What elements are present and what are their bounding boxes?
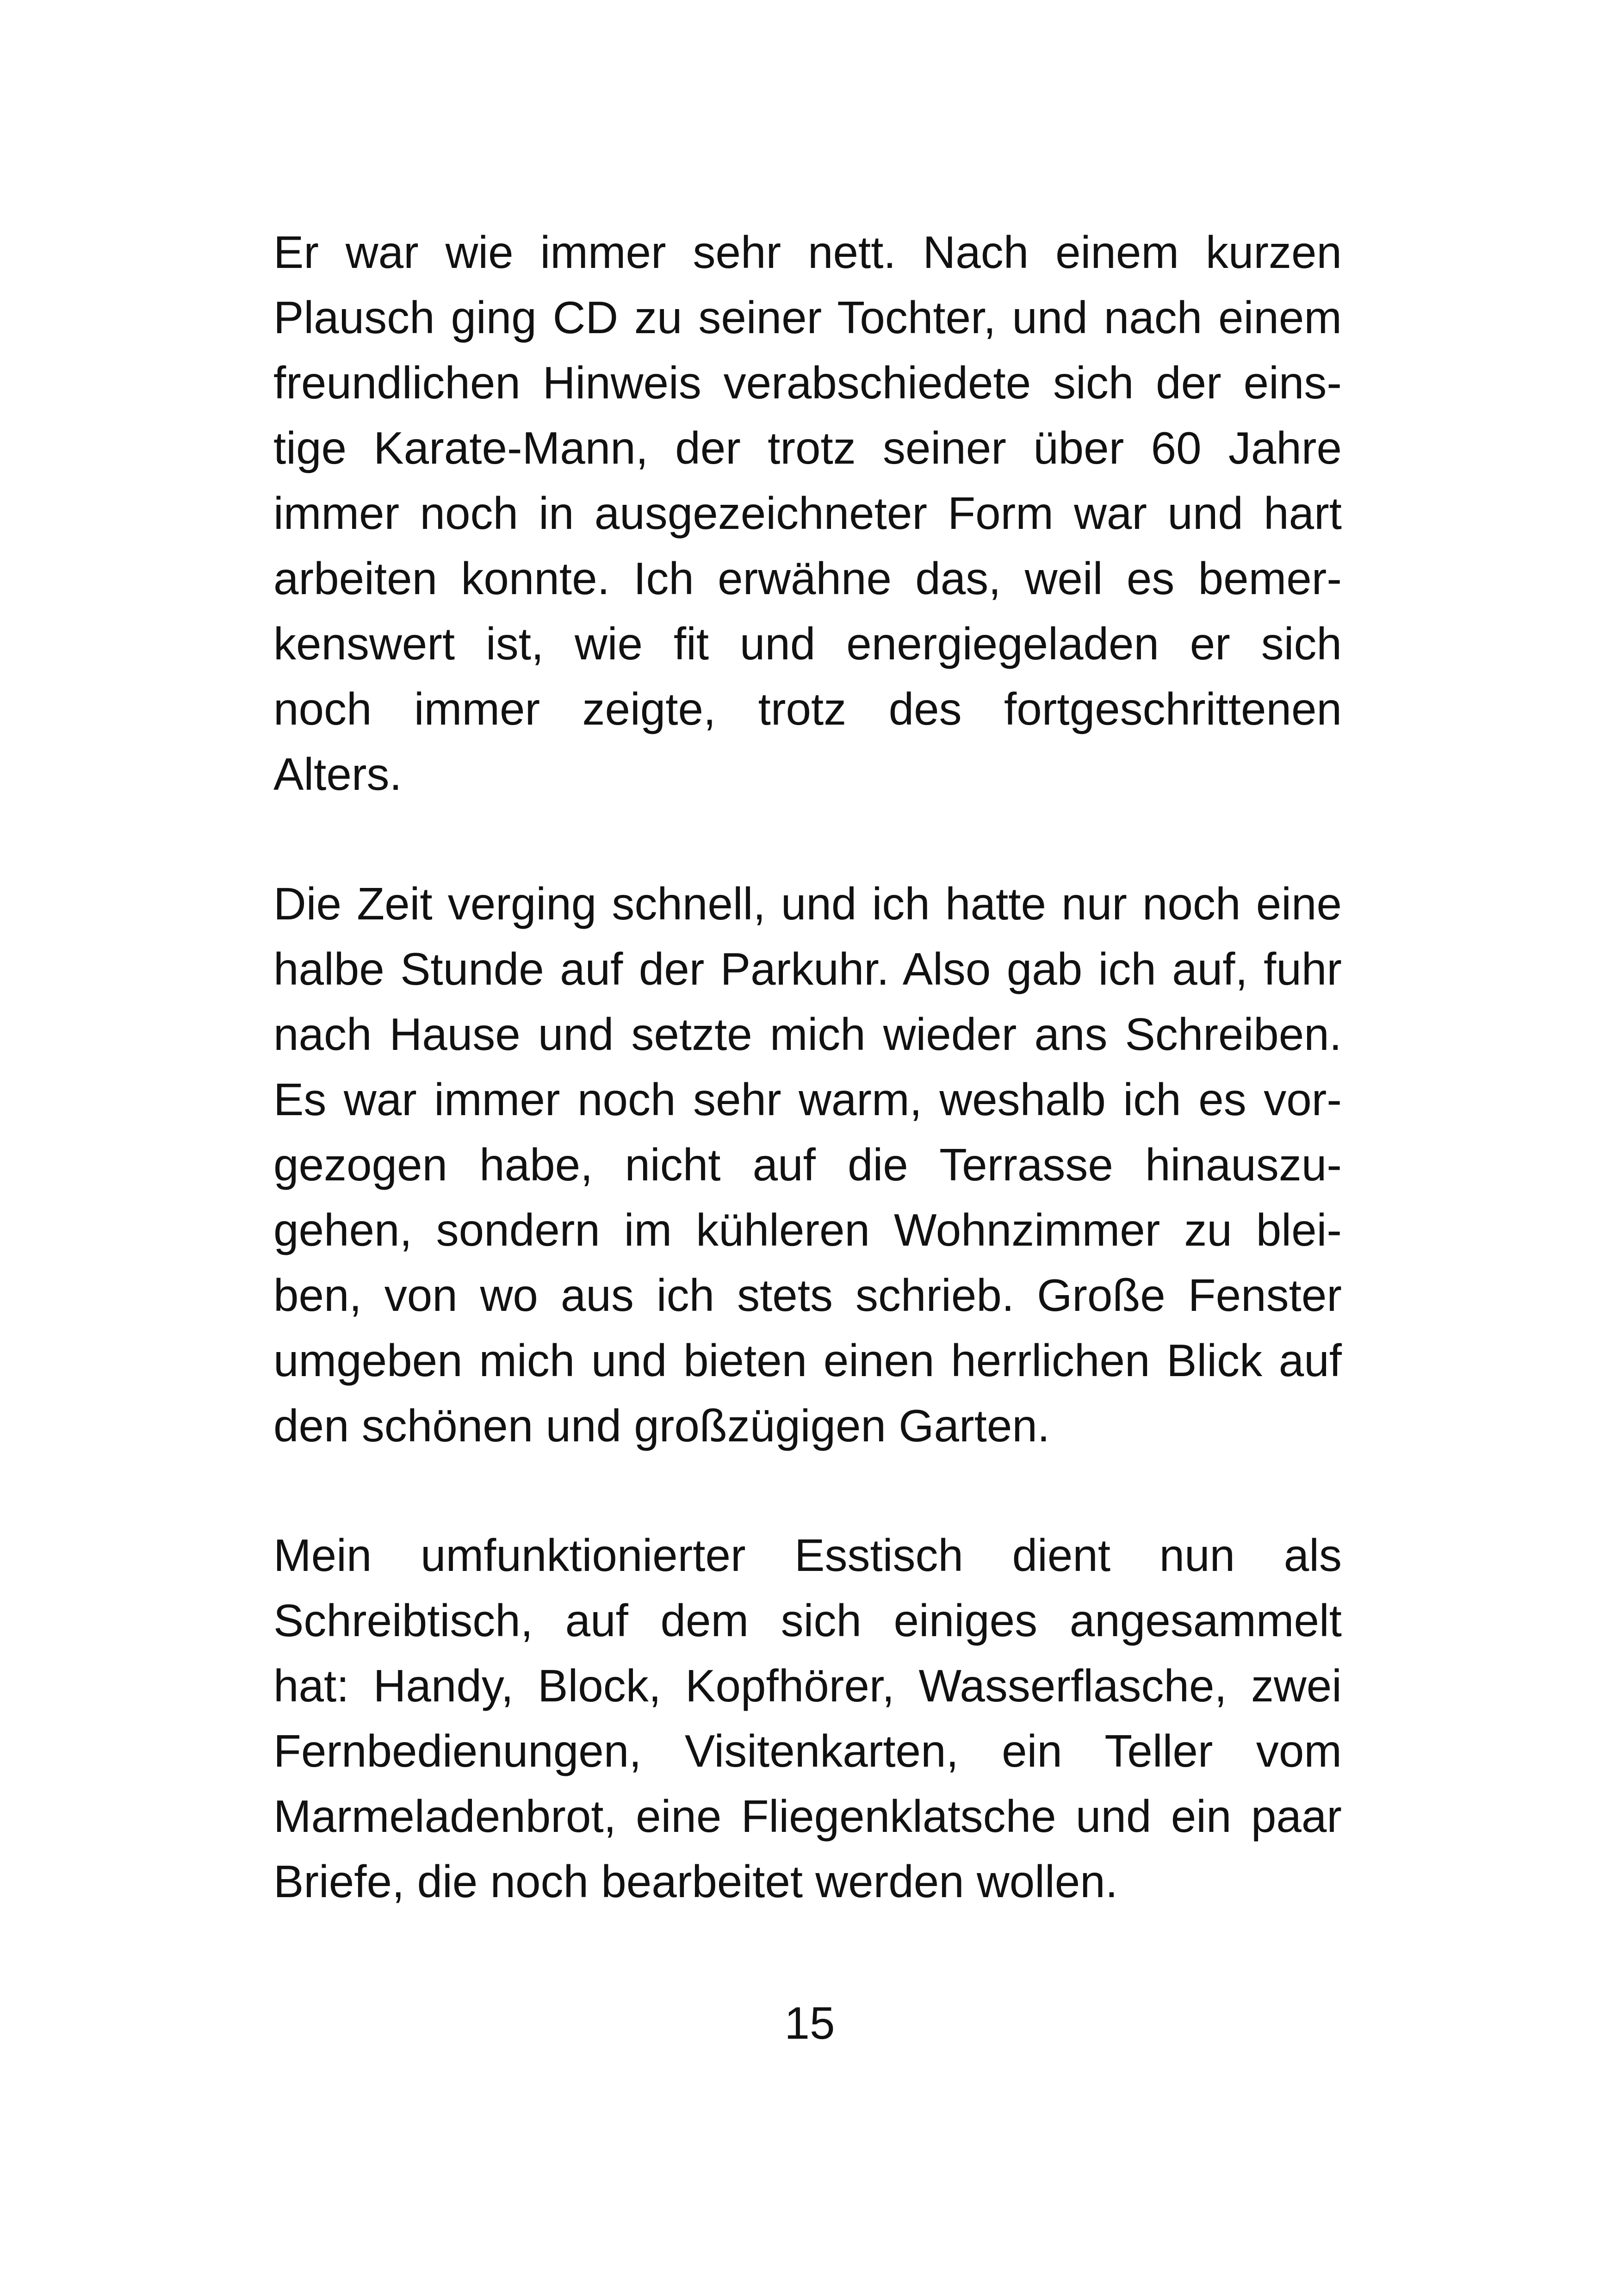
paragraph-2-line-8: umgeben mich und bieten einen herrlichen Blick auf — [273, 1335, 1342, 1386]
paragraph-1-line-1: Er war wie immer sehr nett. Nach einem kurzen — [273, 227, 1342, 278]
paragraph-2-line-7: ben, von wo aus ich stets schrieb. Große Fenster — [273, 1270, 1342, 1321]
paragraph-1-line-9: Alters. — [273, 749, 402, 800]
paragraph-2-line-5: gezogen habe, nicht auf die Terrasse hinauszu- — [273, 1139, 1342, 1190]
paragraph-2-line-3: nach Hause und setzte mich wieder ans Schreiben. — [273, 1009, 1342, 1060]
paragraph-2-line-6: gehen, sondern im kühleren Wohnzimmer zu blei- — [273, 1204, 1342, 1255]
paragraph-3-line-4: Fernbedienungen, Visitenkarten, ein Teller vom — [273, 1725, 1342, 1776]
paragraph-3-line-5: Marmeladenbrot, eine Fliegenklatsche und ein paar — [273, 1791, 1342, 1842]
page-number: 15 — [784, 1998, 835, 2048]
paragraph-3-line-3: hat: Handy, Block, Kopfhörer, Wasserflasche, zwei — [273, 1660, 1342, 1711]
paragraph-1-line-7: kenswert ist, wie fit und energiegeladen er sich — [273, 618, 1342, 669]
paragraph-3-line-1: Mein umfunktionierter Esstisch dient nun als — [273, 1530, 1342, 1581]
paragraph-3-line-6: Briefe, die noch bearbeitet werden wollen. — [273, 1856, 1118, 1907]
paragraph-2-line-2: halbe Stunde auf der Parkuhr. Also gab ich auf, fuhr — [273, 943, 1342, 994]
paragraph-1-line-8: noch immer zeigte, trotz des fortgeschrittenen — [273, 683, 1342, 734]
paragraph-1-line-2: Plausch ging CD zu seiner Tochter, und nach einem — [273, 292, 1342, 343]
paragraph-3-line-2: Schreibtisch, auf dem sich einiges angesammelt — [273, 1595, 1342, 1646]
paragraph-1-line-4: tige Karate-Mann, der trotz seiner über 60 Jahre — [273, 422, 1342, 473]
paragraph-1-line-6: arbeiten konnte. Ich erwähne das, weil es bemer- — [273, 553, 1342, 604]
paragraph-1-line-5: immer noch in ausgezeichneter Form war und hart — [273, 488, 1342, 539]
paragraph-2-line-9: den schönen und großzügigen Garten. — [273, 1400, 1050, 1451]
paragraph-2-line-1: Die Zeit verging schnell, und ich hatte nur noch eine — [273, 878, 1342, 929]
paragraph-2-line-4: Es war immer noch sehr warm, weshalb ich es vor- — [273, 1074, 1342, 1125]
paragraph-1-line-3: freundlichen Hinweis verabschiedete sich der eins- — [273, 357, 1342, 408]
